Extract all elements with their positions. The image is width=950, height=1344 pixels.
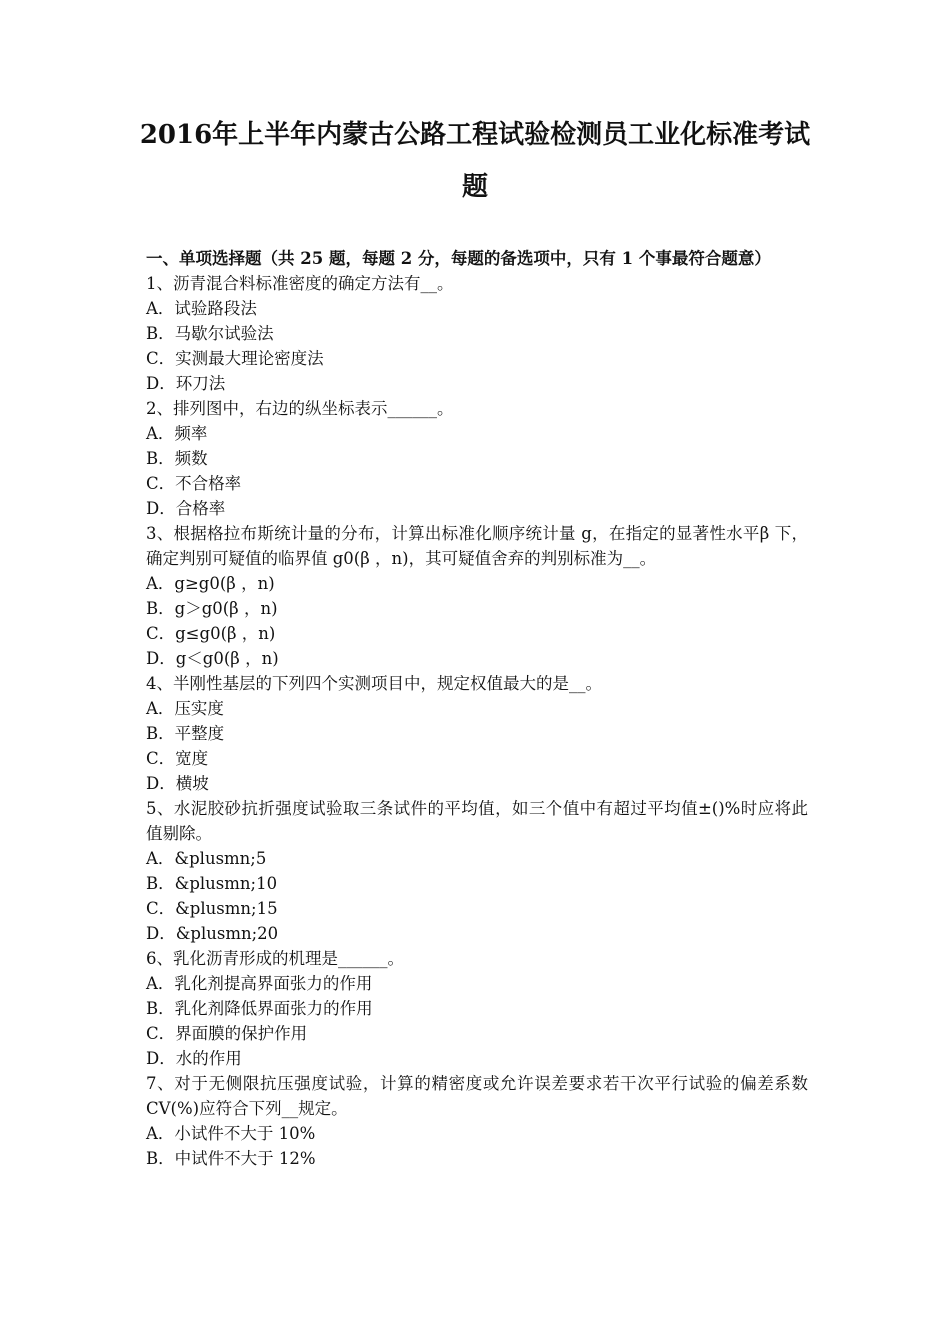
option-b: B．平整度 [146,724,225,743]
option-a: A．g≥g0(β ，n) [146,574,275,593]
option-c: C．g≤g0(β ，n) [146,624,276,643]
question-4 [146,671,808,796]
option-a: A．&plusmn;5 [146,849,267,868]
document-title-line2: 题 [461,172,488,202]
option-d: D．合格率 [146,499,226,518]
option-d: D．横坡 [146,774,209,793]
option-d: D．&plusmn;20 [146,924,279,943]
question-stem: 6、乳化沥青形成的机理是______。 [146,949,404,968]
option-a: A．小试件不大于 10% [146,1124,316,1143]
question-2 [146,396,808,521]
question-stem: 7、对于无侧限抗压强度试验，计算的精密度或允许误差要求若干次平行试验的偏差系数 CV(%)应符合下列__规定。 [146,1074,808,1118]
option-b: B．频数 [146,449,208,468]
option-b: B．马歇尔试验法 [146,324,274,343]
question-3 [146,521,808,671]
option-c: C．不合格率 [146,474,242,493]
option-c: C．实测最大理论密度法 [146,349,324,368]
question-6 [146,946,808,1071]
option-b: B．中试件不大于 12% [146,1149,316,1168]
option-a: A．压实度 [146,699,224,718]
option-d: D．水的作用 [146,1049,242,1068]
option-a: A．试验路段法 [146,299,257,318]
option-d: D．环刀法 [146,374,226,393]
question-stem: 4、半刚性基层的下列四个实测项目中，规定权值最大的是__。 [146,674,602,693]
option-c: C．宽度 [146,749,209,768]
option-d: D．g＜g0(β ，n) [146,649,279,668]
question-1 [146,271,808,396]
option-a: A．乳化剂提高界面张力的作用 [146,974,373,993]
question-stem: 3、根据格拉布斯统计量的分布，计算出标准化顺序统计量 g，在指定的显著性水平β 下，确定判别可疑值的临界值 g0(β ，n)，其可疑值舍弃的判别标准为__。 [146,524,808,568]
document-body [146,246,808,1171]
option-a: A．频率 [146,424,208,443]
option-b: B．&plusmn;10 [146,874,278,893]
question-7 [146,1071,808,1171]
option-b: B．g＞g0(β ，n) [146,599,278,618]
option-c: C．界面膜的保护作用 [146,1024,308,1043]
option-c: C．&plusmn;15 [146,899,278,918]
question-stem: 2、排列图中，右边的纵坐标表示______。 [146,399,454,418]
question-5 [146,796,808,946]
option-b: B．乳化剂降低界面张力的作用 [146,999,373,1018]
document-title-line1: 2016年上半年内蒙古公路工程试验检测员工业化标准考试 [139,120,811,150]
section-heading: 一、单项选择题（共 25 题，每题 2 分，每题的备选项中，只有 1 个事最符合题意） [146,249,771,268]
question-stem: 5、水泥胶砂抗折强度试验取三条试件的平均值，如三个值中有超过平均值±()%时应将此值剔除。 [146,799,808,843]
question-stem: 1、沥青混合料标准密度的确定方法有__。 [146,274,454,293]
